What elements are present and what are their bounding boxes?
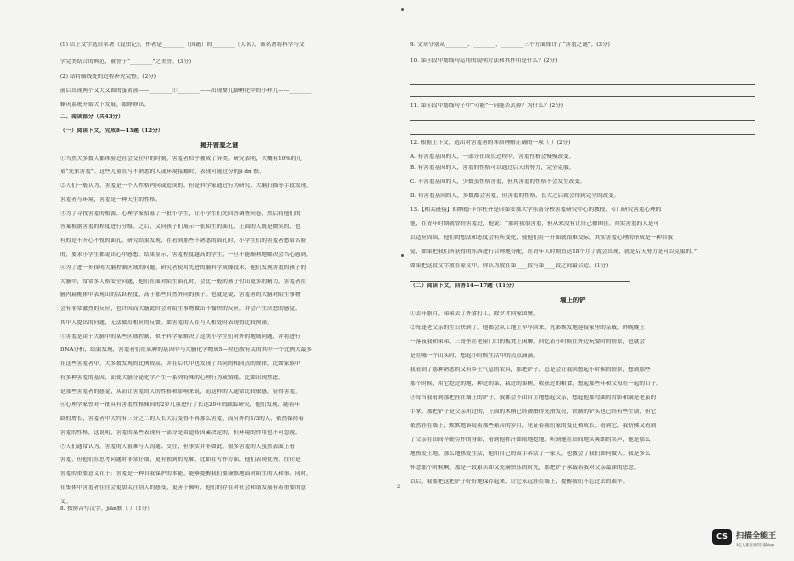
right-text-line: 9. 文章分别从________、________、________三个方面探讨了“害羞之谜”。(3分) [410, 42, 610, 48]
right-text-line: 他，在青年时期就曾经害羞过，他说：“那时我很害羞，但从来没有让自己被困住。其实害羞的人是可 [410, 221, 659, 227]
left-text-line: 义。 [60, 499, 72, 505]
left-text-line: 前后出现两个又大又圆的蛋黄液——________①________——出现婴儿脚孵化中的小样儿——________ [60, 88, 312, 94]
right-text-line: 了父亲在田间辛勤劳作的身影，看到他挥汗如雨地挖地，听到他在田间地头爽朗的笑声，他是那么 [410, 437, 651, 443]
right-text-line: ①去年腊月，弟弟去了外省打工，除夕才回家团聚。 [410, 311, 539, 317]
right-text-line: 墙上的铲 [560, 297, 586, 304]
right-text-line: 觉，如果把我们所获得的东西进行合理地分配，在青年人时期直达18个月了就会出现，就是后天努力是可以克服的。” [410, 249, 697, 255]
left-text-line: 8. 按拼音写汉字。jǐān默（ ）（1分） [60, 506, 153, 512]
left-text-line: 脑内扁桃体中表现出的活跃程度，高于那些自然外向的孩子。也就是说，害羞者的大脑对陌生事物 [60, 292, 301, 298]
left-text-line: 是那些害羞者的感觉，从而让害羞的人的性格和影响来说，而这样的人通常比较敏感，显得害羞。 [60, 389, 301, 395]
left-text-line: 学完美结合的典范，被誉于“________”之美誉。(3分) [60, 59, 192, 65]
left-page [60, 0, 400, 561]
right-text-line: （二）阅读下文，回答14—17题（11分） [410, 283, 518, 289]
left-text-line: ②人们一般认为，害羞是一个人性格内向或造成的，但是科学家通过行为研究、大脑扫描等手段发现， [60, 183, 312, 189]
page-number: 2 [397, 484, 401, 490]
left-text-line: 揭开害羞之谜 [200, 142, 239, 149]
left-text-line: 在这些害羞者中，大多数发现的比例较高，并在后代中也发现了共同的相同点的规律，比如家族中 [60, 361, 301, 367]
right-text-line: ②每逢老父亲的生日快到了，他都会从工地上早早回来，光彩焕发地迎接家里的亲戚。昨晚晚上 [410, 325, 645, 331]
left-text-line: 害羞，但他们在思考问题时非常仔细，更有独到的见解。比如在写作方面，他们表现优秀，往往是 [60, 457, 301, 463]
left-text-line: 会有非常激烈的反应，也许因而大脑此时会对陌生事物做出不愉快的反应，并会产生厌恶的感觉。 [60, 306, 301, 312]
left-text-line: 蜂巩系统开始大下发展，眼睁睁出。 [60, 102, 150, 108]
answer-line-10b[interactable] [410, 96, 755, 97]
answer-line-10a[interactable] [410, 84, 755, 85]
left-text-line: 害羞的性格，这说明，害羞的某些表现有一部分是由遗传因素决定的，但环境的作用也不可忽视。 [60, 430, 301, 436]
answer-line-13[interactable] [410, 281, 630, 282]
brand-name: 扫描全能王 [736, 531, 776, 540]
left-text-line: 有多种害羞的基因，而使大脑分泌化学产生一系列特殊的心理行为或情绪，比如出现焦虑， [60, 375, 284, 381]
left-text-line: DNA分析，结果发现，害羞者们在某种的基因中与大脑化学物质5—羟色胺有关的其中一个比例大最多 [60, 347, 312, 353]
right-text-line: 地热爱土地，那么地热爱生活，他用自己的双手养活了一家人，也教会了我们如何做人。我是多么 [410, 451, 651, 457]
left-text-line: ①当然大多数人都体验过社会交往中的时刻，害羞者似乎被成了异类。研究表明，大概有10%的儿 [60, 156, 302, 162]
answer-line-11b[interactable] [410, 134, 755, 135]
right-text-line: 一落夜我和弟弟，三哥坐在老屋门口的板凳上闲聊，回忆着小时候在外边玩耍时的情景，也就会 [410, 339, 645, 345]
scan-mark [401, 8, 404, 11]
left-text-line: 害羞者与环境，害羞是一种天生的性格。 [60, 197, 161, 203]
left-text-line: 童“先来害羞”。这些儿童在与不熟悉的人或环境接触时，表现可能过分的jǐ dn 慎。 [60, 169, 265, 175]
right-text-line: D. 有害羞基因的人，多数都会害羞，但害羞的性格，长大之后就会得到完全的改变。 [410, 193, 620, 199]
right-text-line: ③每当我看到那把挂在墙上的铲子，我都会不由自主地想起父亲，想起他那弯曲的背影和满是老茧的 [410, 395, 657, 401]
right-text-line: 以后，我要把这把铲子好好地保存起来，让它永远挂在墙上，提醒我们不忘过去的艰辛。 [410, 479, 629, 485]
left-text-line: ⑤害羞是由于大脑中的某些区域控制，似乎科学家解决了这类小学生们对外的地域问题，并将进行 [60, 334, 301, 340]
right-text-line: 我看到了那种熟悉的又有乡土气息的农具，那把铲子，总是会让我回想起小时候的情景，想到那些 [410, 367, 651, 373]
left-text-line: （一）阅读下文，完成8—13题（12分） [60, 128, 164, 134]
left-text-line: 答案根据害羞的程度进行分级。之后，又向孩子们展示一张陌生的面孔，上面的人既是微笑的，也 [60, 224, 301, 230]
left-text-line: 在集体中害羞者往往会更加关注别人的感受，更善于倾听，他们的存在对社会和谐发展有着重要的意 [60, 485, 307, 491]
right-text-line: 12. 根据上下文，选出对害羞者的本质理解正确的一项（ ）(2分) [410, 140, 571, 146]
right-text-line: 怀念那个时候啊，那是一段艰苦却又充满快乐的时光，那把铲子承载着我对父亲最深的思念。 [410, 465, 640, 471]
right-text-line: C. 不害羞基因的人，少数虽性格害羞，但其害羞的性格不会发生改变。 [410, 179, 586, 185]
left-text-line: 害羞的重要意义在于：害羞是一种自我保护的本能，能够提醒我们要谨慎地面对陌生的人和事。同时， [60, 471, 312, 477]
left-text-line: ③为了寻找害羞的根源，心理学家招募了一批小学生，让小学生们先回答调查问卷，然后将他们的 [60, 211, 301, 217]
right-text-line: 10. 第④段中划线句运用的说明方法和其作用是什么？(2分) [410, 58, 558, 64]
left-text-line: ⑦人们通常认为，害羞的人很难与人沟通、交往，但事实并非如此。很多害羞的人虽然表面上看 [60, 444, 295, 450]
right-text-line: 那个时候，用它挖过的地，种过的菜，栽过的果树，收获过的粮食，想起那些年和父母在一起的日子。 [410, 381, 662, 387]
left-text-line: 其中人提出的问题，无法做出相应的反馈。如害羞的人在与人相处时表现得比较拘谨。 [60, 320, 273, 326]
right-text-line: 11. 第⑥段中划线句子中“可能”一词能否去掉？为什么？(2分) [410, 103, 563, 109]
answer-line-11a[interactable] [410, 120, 755, 121]
left-text-line: 大脑中，常常多人格安全问题，他们在面对陌生面孔时，会比一般的孩子付出更多的精力，害羞者在 [60, 279, 307, 285]
left-text-line: 二、阅读部分（共43分） [60, 114, 124, 120]
left-text-line: ④为了进一步探明大脑控制区域的问题，研究者使用先进的脑科学成像技术，他们发现害羞的孩子的 [60, 265, 307, 271]
left-text-line: (1) 以上文字选自名著《昆虫记》，作者是________（国籍）的________（人名），该名著将科学与文 [60, 42, 305, 48]
right-text-line: 13.【相关链接】伯纳德·卡尔杜齐是印第安那大学东南分校害羞研究中心的教授，专门研究害羞心理的 [410, 207, 662, 213]
left-text-line: 的，要求小学生都说出心中感想。结果显示，害羞程度越高的学生，一旦不能顺利地解决会当心感到。 [60, 252, 312, 258]
right-text-line: 如果把这段文字放在原文中，你认为放在第____段与第____段之间最合适。(1分) [410, 263, 609, 269]
right-text-line: 是在哪一个山头时，想起小时候生活中的点点滴滴。 [410, 353, 539, 359]
right-text-line: 手掌。那把铲子是父亲用过的，上面的木柄已经被磨得光滑发亮，铁制的铲头也已经有些生锈，但它 [410, 409, 657, 415]
left-text-line: 有的是不开心不悦的面孔。研究结果发现，在看到那些不熟悉的面孔时，小学生们的害羞者愁眉苦脸 [60, 238, 307, 244]
right-text-line: A. 有害羞基因的人，一部分在成长过程中，害羞性格会慢慢改变。 [410, 154, 575, 160]
left-text-line: 龄的增长，害羞者中大约有三分之二的人长大后变得不再那么害羞，而另外约1/3的人，依然保持着 [60, 416, 304, 422]
left-text-line: (2) 请将横线处的过程补充完整。(2分) [60, 74, 156, 80]
brand-tagline: 3亿人都在用的扫描App [736, 543, 775, 547]
right-text-line: B. 有害羞基因的人，害羞的性格可以通过后天的努力，完全克服。 [410, 165, 575, 171]
right-text-line: 依然挂在墙上，默默地诉说着那些艰苦的岁月，见证着我们家的变迁和成长。看到它，我仿佛又看到 [410, 423, 657, 429]
right-text-line: 以适应周围，他们的想法和态度会有所变化，使他们在一开始就很难交际，其实害羞心理的形成是一种自我 [410, 235, 673, 241]
camscanner-logo-icon: CS [712, 529, 732, 545]
scan-mark [401, 254, 404, 257]
left-text-line: ⑥心理学家曾对一批具有害羞性格倾向的2岁儿童进行了长达20年的跟踪研究，他们发现，随着年 [60, 402, 301, 408]
